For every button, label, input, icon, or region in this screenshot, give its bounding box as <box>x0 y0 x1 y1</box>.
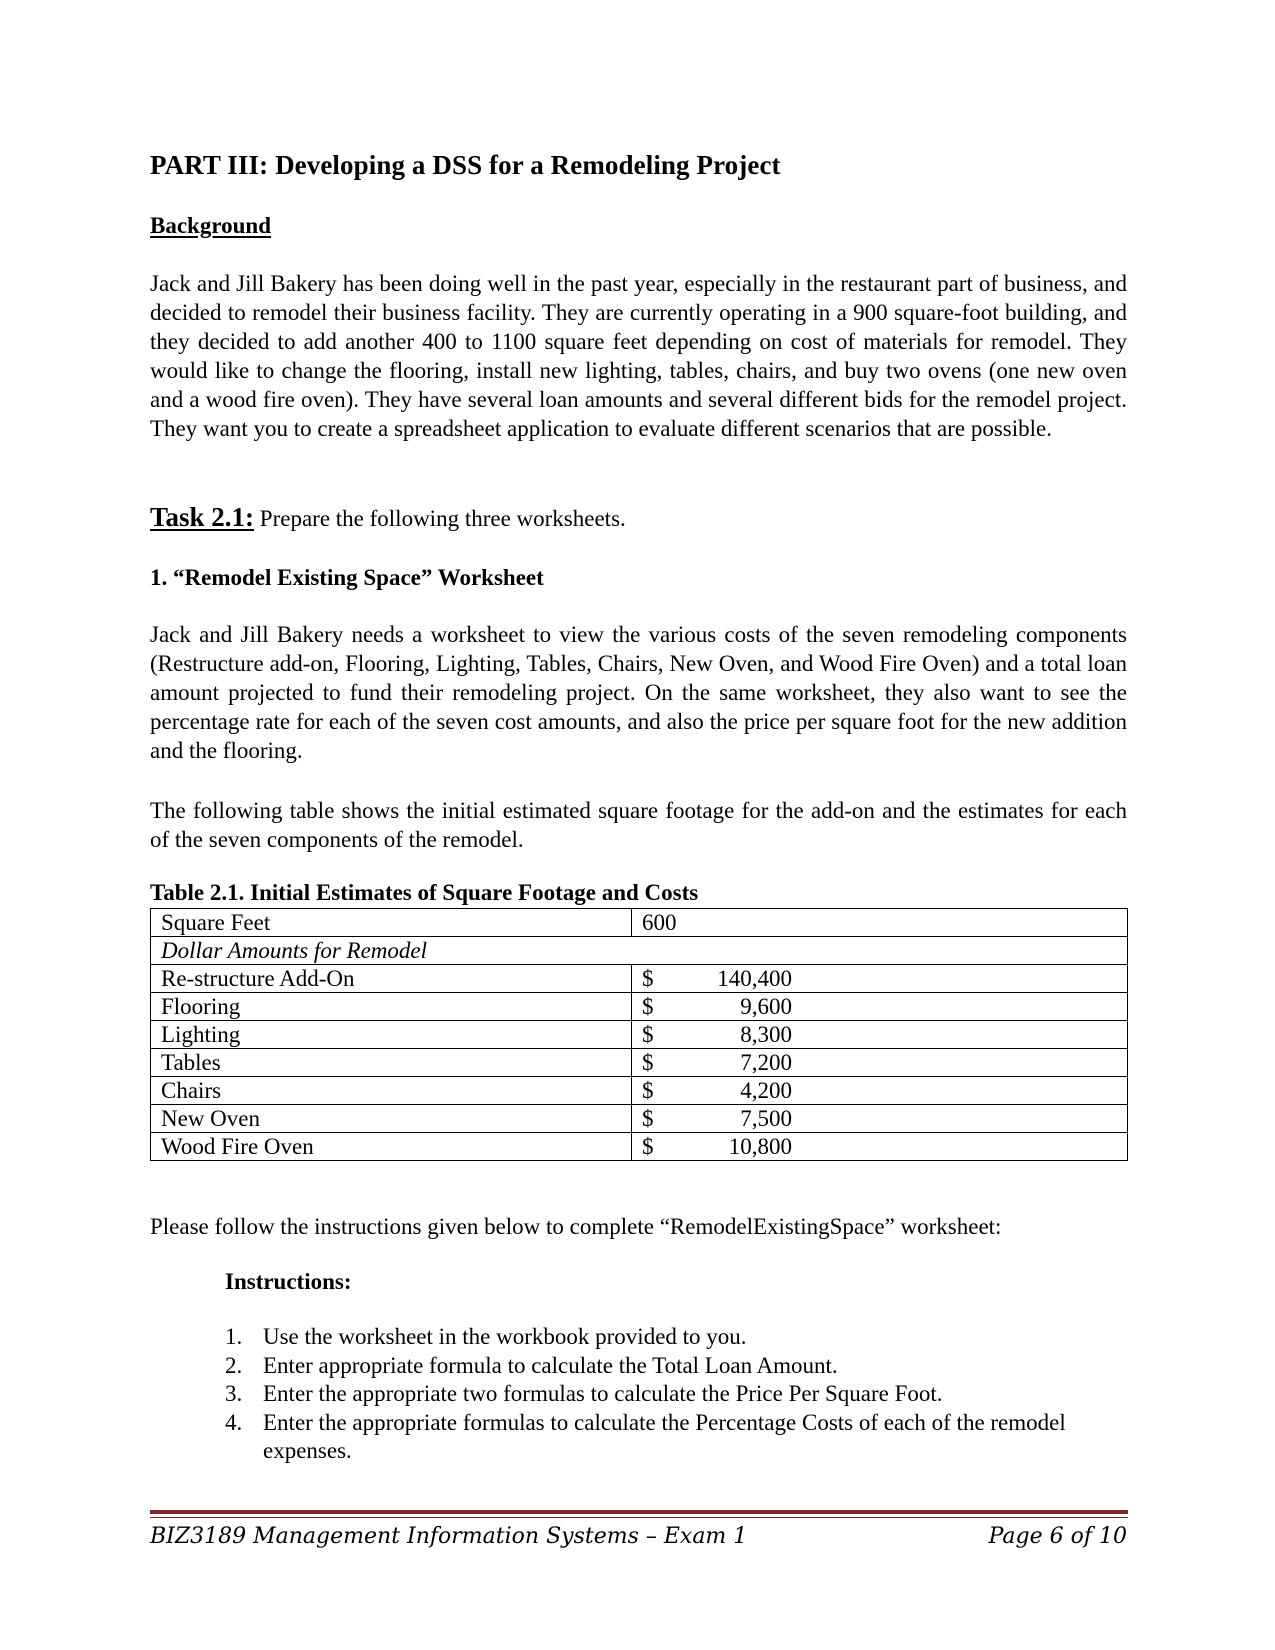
cost-amount-value: 7,500 <box>740 1106 792 1131</box>
cost-amount-value: 140,400 <box>717 966 792 991</box>
cost-amount <box>642 1077 792 1104</box>
table-caption: Table 2.1. Initial Estimates of Square Footage and Costs <box>150 880 699 905</box>
cost-amount <box>642 965 792 992</box>
instructions-heading: Instructions: <box>225 1269 352 1294</box>
cost-component-label: Wood Fire Oven <box>151 1133 632 1161</box>
footer-course-title: BIZ3189 Management Information Systems – Exam 1 <box>150 1524 748 1549</box>
task-text: Prepare the following three worksheets. <box>254 506 626 531</box>
cost-component-label: New Oven <box>151 1105 632 1133</box>
table-intro-paragraph: The following table shows the initial estimated square footage for the add-on and the estimates for each of the seven components of the remodel. <box>150 798 1127 852</box>
task-label: Task 2.1: <box>150 502 255 532</box>
background-heading: Background <box>150 213 272 238</box>
estimates-table <box>150 908 1128 1161</box>
background-paragraph: Jack and Jill Bakery has been doing well in the past year, especially in the restaurant part of business, and decided to remodel their business facility. They are currently operating in a 900 square-foot building, and they decided to add another 400 to 1100 square feet depending on cost of materials for remodel. They would like to change the flooring, install new lighting, tables, chairs, and buy two ovens (one new oven and a wood fire oven). They have several loan amounts and several different bids for the remodel project. They want you to create a spreadsheet application to evaluate different scenarios that are possible. <box>150 271 1127 441</box>
square-feet-label: Square Feet <box>151 909 632 937</box>
worksheet-heading: 1. “Remodel Existing Space” Worksheet <box>150 565 544 590</box>
cost-amount-cell <box>632 1133 1128 1161</box>
list-item-number: 3. <box>225 1381 243 1406</box>
currency-symbol: $ <box>642 1078 654 1103</box>
cost-amount <box>642 993 792 1020</box>
square-feet-value: 600 <box>632 909 1128 937</box>
cost-component-label: Re-structure Add-On <box>151 965 632 993</box>
currency-symbol: $ <box>642 966 654 991</box>
table-row-square-feet <box>151 909 1128 937</box>
list-item-text: Use the worksheet in the workbook provided to you. <box>263 1324 747 1349</box>
instructions-list <box>225 1323 1130 1466</box>
cost-component-label: Flooring <box>151 993 632 1021</box>
table-row <box>151 1105 1128 1133</box>
cost-component-label: Chairs <box>151 1077 632 1105</box>
list-item-text: Enter appropriate formula to calculate the Total Loan Amount. <box>263 1352 838 1378</box>
follow-instructions-text: Please follow the instructions given below to complete “RemodelExistingSpace” worksheet: <box>150 1214 1002 1239</box>
cost-amount <box>642 1049 792 1076</box>
table-row <box>151 1049 1128 1077</box>
list-item-text: Enter the appropriate formulas to calculate the Percentage Costs of each of the remodel expenses. <box>263 1409 1066 1463</box>
table-row <box>151 993 1128 1021</box>
table-row <box>151 965 1128 993</box>
cost-amount-value: 10,800 <box>728 1134 792 1159</box>
cost-amount-cell <box>632 1049 1128 1077</box>
cost-amount-cell <box>632 993 1128 1021</box>
list-item <box>225 1323 1130 1352</box>
worksheet-paragraph: Jack and Jill Bakery needs a worksheet to view the various costs of the seven remodeling components (Restructure add-on, Flooring, Lighting, Tables, Chairs, New Oven, and Wood Fire Oven) and a total loan amount projected to fund their remodeling project. On the same worksheet, they also want to see the percentage rate for each of the seven cost amounts, and also the price per square foot for the new addition and the flooring. <box>150 622 1127 763</box>
currency-symbol: $ <box>642 1050 654 1075</box>
cost-amount-cell <box>632 965 1128 993</box>
list-item <box>225 1380 1130 1409</box>
cost-component-label: Lighting <box>151 1021 632 1049</box>
page-title: PART III: Developing a DSS for a Remodeling Project <box>150 150 781 180</box>
currency-symbol: $ <box>642 994 654 1019</box>
list-item <box>225 1352 1130 1381</box>
cost-component-label: Tables <box>151 1049 632 1077</box>
list-item-number: 1. <box>225 1324 243 1349</box>
table-row <box>151 1077 1128 1105</box>
footer-page-number: Page 6 of 10 <box>988 1524 1127 1549</box>
table-row <box>151 1021 1128 1049</box>
list-item <box>225 1409 1130 1466</box>
list-item-number: 4. <box>225 1409 243 1435</box>
task-line <box>150 502 626 533</box>
document-page <box>150 0 1127 1650</box>
cost-amount-value: 9,600 <box>740 994 792 1019</box>
list-item-text: Enter the appropriate two formulas to calculate the Price Per Square Foot. <box>263 1381 943 1406</box>
cost-amount-value: 8,300 <box>740 1022 792 1047</box>
currency-symbol: $ <box>642 1134 654 1159</box>
currency-symbol: $ <box>642 1022 654 1047</box>
cost-amount <box>642 1105 792 1132</box>
table-row <box>151 1133 1128 1161</box>
footer-divider <box>150 1510 1128 1514</box>
cost-amount <box>642 1133 792 1160</box>
cost-amount <box>642 1021 792 1048</box>
list-item-number: 2. <box>225 1352 243 1378</box>
table-row-subheader <box>151 937 1128 965</box>
currency-symbol: $ <box>642 1106 654 1131</box>
cost-amount-cell <box>632 1021 1128 1049</box>
cost-amount-value: 7,200 <box>740 1050 792 1075</box>
dollar-amounts-subheader: Dollar Amounts for Remodel <box>151 937 1128 965</box>
cost-amount-cell <box>632 1105 1128 1133</box>
footer-divider-thin <box>150 1517 1128 1518</box>
cost-amount-cell <box>632 1077 1128 1105</box>
cost-amount-value: 4,200 <box>740 1078 792 1103</box>
